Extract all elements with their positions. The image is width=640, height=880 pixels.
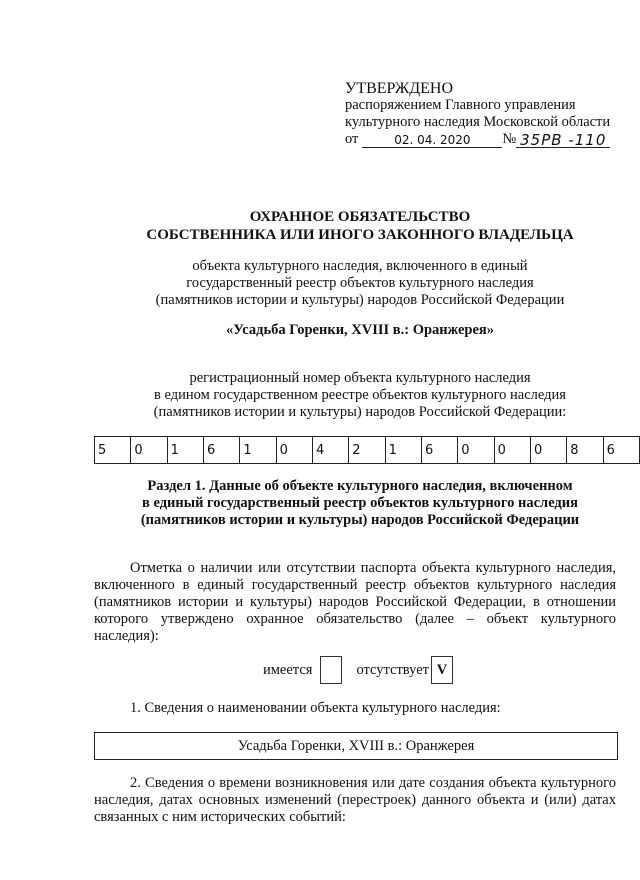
section-1-heading [0,478,640,529]
title-line-2: СОБСТВЕННИКА ИЛИ ИНОГО ЗАКОННОГО ВЛАДЕЛЬЦА [146,227,574,243]
section-1-line-1: Раздел 1. Данные об объекте культурного наследия, включенном [147,478,573,494]
object-name-box: Усадьба Горенки, XVIII в.: Оранжерея [94,732,618,760]
approved-line-1: распоряжением Главного управления [345,97,576,113]
approved-line-2: культурного наследия Московской области [345,114,611,130]
reg-digit: 1 [385,437,421,464]
reg-digit: 0 [276,437,312,464]
item-2-paragraph: 2. Сведения о времени возникновения или дате создания объекта культурного наследия, датах основных изменений (перестроек) данного объекта и (или) датах связанных с ним исторических событий: [94,775,616,825]
reg-digit: 4 [312,437,348,464]
object-name-heading: «Усадьба Горенки, XVIII в.: Оранжерея» [225,322,495,338]
passport-absent-checkbox[interactable]: V [431,656,453,684]
reg-digit: 2 [349,437,385,464]
title-line-1: ОХРАННОЕ ОБЯЗАТЕЛЬСТВО [249,209,471,225]
reg-caption-line-1: регистрационный номер объекта культурного наследия [189,370,531,386]
reg-digit: 6 [603,437,639,464]
reg-caption-line-3: (памятников истории и культуры) народов Российской Федерации: [153,404,567,420]
approval-number: 35РВ -110 [516,133,610,148]
passport-absent-label: отсутствует [356,661,429,678]
reg-digit: 1 [240,437,276,464]
approval-date: 02. 04. 2020 [362,133,502,148]
section-1-line-3: (памятников истории и культуры) народов Российской Федерации [140,512,580,528]
reg-digit: 6 [421,437,457,464]
section-1-line-2: в единый государственный реестр объектов культурного наследия [142,495,578,511]
reg-digit: 5 [95,437,131,464]
reg-digit: 0 [530,437,566,464]
subtitle-line-2: государственный реестр объектов культурного наследия [186,275,534,291]
passport-paragraph: Отметка о наличии или отсутствии паспорта объекта культурного наследия, включенного в единый государственный реестр объектов культурного наследия (памятников истории и культуры) народов Российской Федерации, в отношении которого утверждено охранное обязательство (далее – объект культурного наследия): [94,560,616,644]
from-label: от [345,131,359,147]
subtitle-line-1: объекта культурного наследия, включенного в единый [192,258,528,274]
approval-stamp [345,80,610,148]
reg-digit: 8 [567,437,603,464]
document-title [0,208,640,244]
subtitle [0,258,640,309]
reg-digit: 0 [458,437,494,464]
approval-date-row [345,131,610,148]
approved-label: УТВЕРЖДЕНО [345,80,454,97]
reg-digit: 6 [203,437,239,464]
registration-caption [0,370,640,421]
number-label: № [502,131,517,147]
reg-digit: 0 [131,437,167,464]
registration-number-grid [94,436,640,464]
passport-checkboxes [0,656,640,684]
passport-present-label: имеется [263,661,313,678]
passport-present-checkbox[interactable] [320,656,342,684]
reg-digit: 1 [167,437,203,464]
subtitle-line-3: (памятников истории и культуры) народов Российской Федерации [155,292,565,308]
reg-digit: 0 [494,437,530,464]
item-1-heading: 1. Сведения о наименовании объекта культурного наследия: [130,700,501,716]
reg-caption-line-2: в едином государственном реестре объектов культурного наследия [154,387,566,403]
